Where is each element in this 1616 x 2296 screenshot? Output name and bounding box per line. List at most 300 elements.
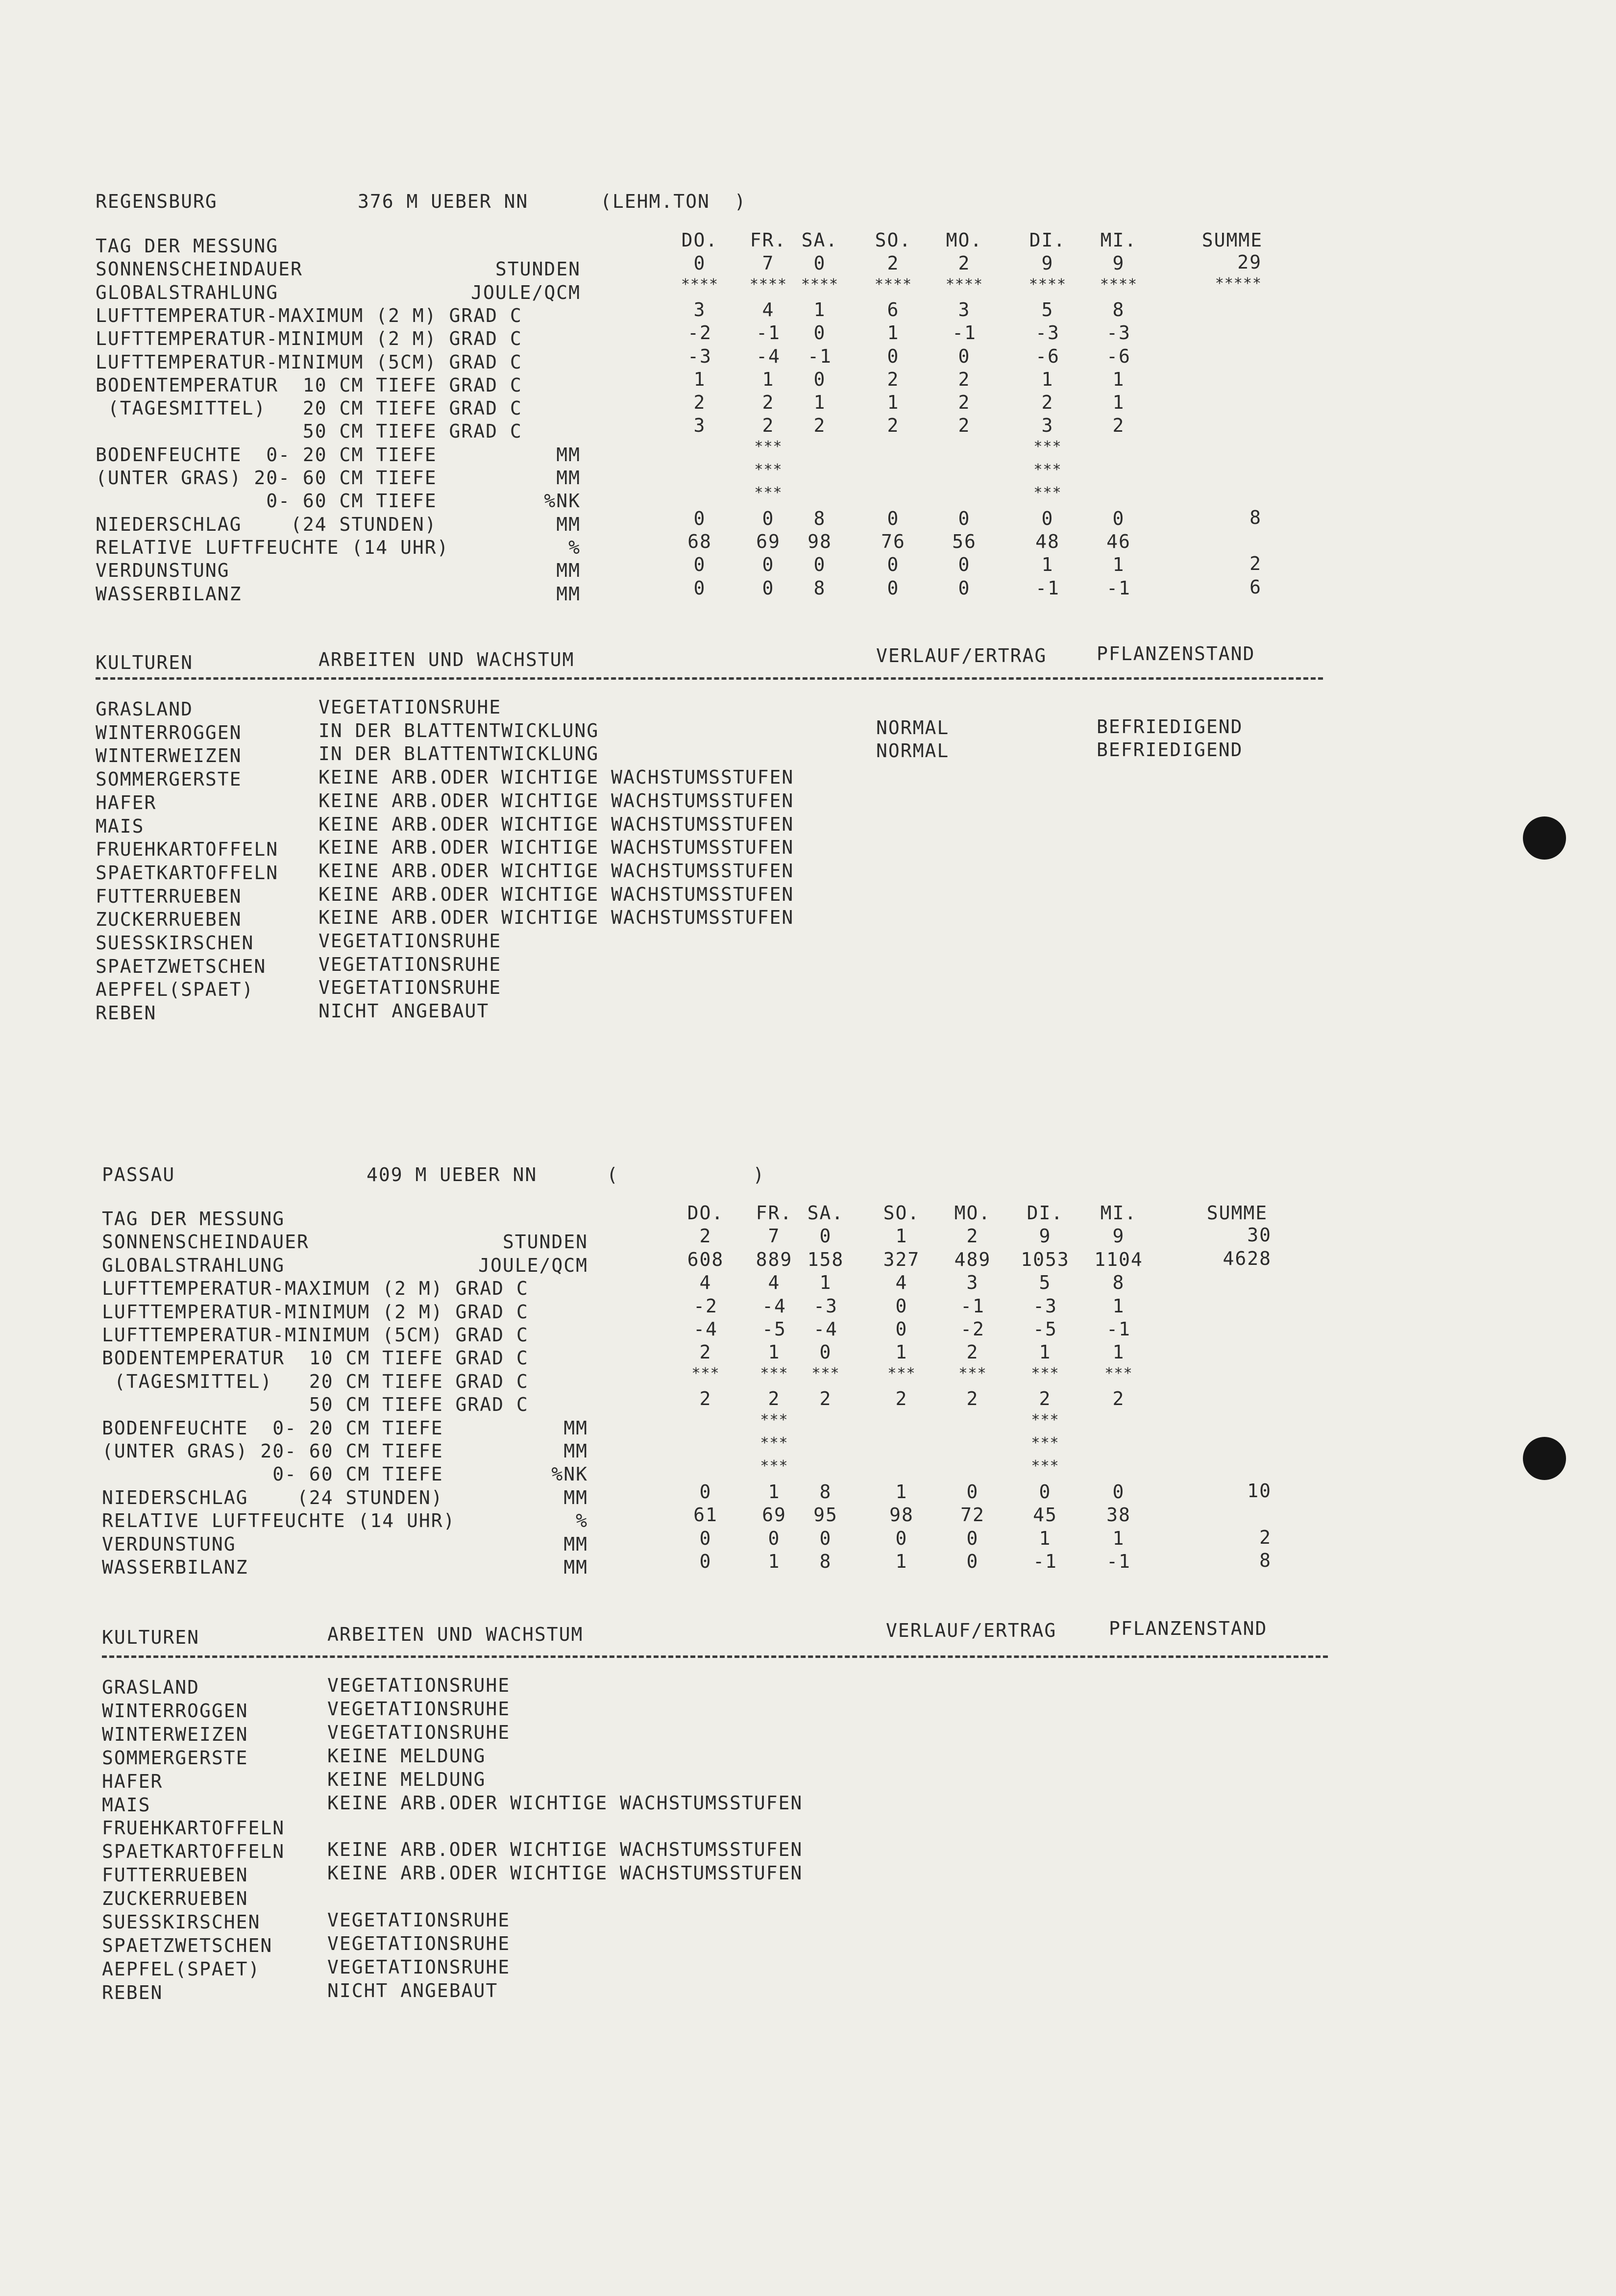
- crop-name: REBEN: [102, 1982, 163, 2003]
- cell-rel: 76: [881, 531, 906, 552]
- cell-verd: 0: [693, 554, 706, 575]
- cell-boden20: 2: [693, 392, 706, 413]
- crop-work: KEINE ARB.ODER WICHTIGE WACHSTUMSSTUFEN: [327, 1839, 803, 1860]
- cell-global: ****: [1028, 276, 1067, 293]
- cell-luft_max: 3: [958, 299, 971, 321]
- cell-boden20: ***: [691, 1365, 720, 1382]
- cell-nieder: 0: [887, 508, 900, 529]
- row-unit-global: JOULE/QCM: [478, 1255, 588, 1276]
- row-unit-verd: MM: [556, 560, 581, 581]
- cell-global: 608: [687, 1249, 724, 1270]
- cell-luft_max: 4: [762, 299, 775, 321]
- row-unit-feuchte20: MM: [556, 444, 581, 466]
- cell-boden50: 2: [966, 1388, 979, 1409]
- crop-verlauf: NORMAL: [876, 717, 950, 739]
- cell-nieder: 8: [813, 508, 826, 529]
- cell-luft_min2: 0: [895, 1295, 908, 1317]
- cell-boden20: 1: [813, 392, 826, 413]
- cell-nieder: 0: [693, 508, 706, 529]
- cell-sonnenschein: 0: [819, 1225, 832, 1247]
- row-label-sonnenschein: SONNENSCHEINDAUER: [96, 258, 303, 280]
- station-soil: (LEHM.TON ): [600, 191, 747, 212]
- cell-wasser: 8: [819, 1551, 832, 1572]
- cell-verd: 1: [1112, 1528, 1125, 1549]
- cell-boden50: 2: [1039, 1388, 1052, 1409]
- cell-wasser: 8: [813, 577, 826, 599]
- cell-boden50: 2: [1112, 415, 1125, 436]
- crop-work: KEINE ARB.ODER WICHTIGE WACHSTUMSSTUFEN: [318, 814, 794, 835]
- cell-wasser: 0: [887, 577, 900, 599]
- crop-work: VEGETATIONSRUHE: [318, 696, 502, 718]
- cell-luft_min5: -4: [813, 1318, 838, 1340]
- cell-feuchte60: ***: [754, 461, 783, 478]
- cell-nieder: 8: [819, 1481, 832, 1503]
- cell-luft_max: 3: [693, 299, 706, 321]
- cell-boden50: 2: [958, 415, 971, 436]
- cell-boden20: ***: [760, 1365, 788, 1382]
- sum-nieder: 10: [1247, 1480, 1272, 1502]
- day-header: SO.: [883, 1202, 920, 1224]
- crop-name: GRASLAND: [96, 698, 194, 720]
- row-label-nieder: NIEDERSCHLAG (24 STUNDEN): [102, 1487, 443, 1508]
- sum-wasser: 8: [1259, 1550, 1272, 1571]
- cell-luft_min2: -1: [952, 322, 977, 344]
- day-header: SA.: [801, 229, 838, 251]
- day-header: DO.: [681, 229, 718, 251]
- day-header: DI.: [1029, 229, 1066, 251]
- cell-wasser: 1: [895, 1551, 908, 1572]
- cell-nieder: 1: [768, 1481, 781, 1503]
- crop-name: ZUCKERRUEBEN: [102, 1888, 248, 1909]
- row-label-luft_max: LUFTTEMPERATUR-MAXIMUM (2 M) GRAD C: [96, 305, 522, 326]
- cell-rel: 72: [960, 1504, 985, 1526]
- cell-global: ****: [945, 276, 983, 293]
- crop-name: SPAETKARTOFFELN: [96, 862, 279, 884]
- cell-global: ****: [801, 276, 839, 293]
- crop-header-stand: PFLANZENSTAND: [1109, 1618, 1268, 1639]
- sum-verd: 2: [1249, 553, 1262, 574]
- crop-name: FRUEHKARTOFFELN: [102, 1817, 285, 1839]
- cell-luft_max: 1: [819, 1272, 832, 1293]
- crop-work: NICHT ANGEBAUT: [318, 1000, 490, 1022]
- row-label-boden50: 50 CM TIEFE GRAD C: [96, 420, 522, 442]
- cell-rel: 98: [889, 1504, 914, 1526]
- cell-feuchte60: ***: [1031, 1434, 1059, 1452]
- row-unit-sonnenschein: STUNDEN: [495, 258, 581, 280]
- cell-global: ****: [749, 276, 787, 293]
- row-label-luft_min2: LUFTTEMPERATUR-MINIMUM (2 M) GRAD C: [102, 1301, 529, 1323]
- cell-global: 889: [756, 1249, 793, 1270]
- cell-luft_min5: -5: [762, 1318, 786, 1340]
- cell-rel: 46: [1106, 531, 1131, 552]
- cell-luft_min2: 1: [887, 322, 900, 344]
- crop-work: VEGETATIONSRUHE: [327, 1956, 511, 1978]
- cell-boden20: ***: [1031, 1365, 1059, 1382]
- row-label-verd: VERDUNSTUNG: [96, 560, 230, 581]
- sum-verd: 2: [1259, 1527, 1272, 1548]
- punch-hole-top: [1523, 816, 1566, 860]
- cell-luft_max: 6: [887, 299, 900, 321]
- crop-verlauf: NORMAL: [876, 740, 950, 762]
- sum-global: *****: [1215, 275, 1262, 292]
- crop-work: VEGETATIONSRUHE: [327, 1933, 511, 1954]
- cell-nieder: 0: [1039, 1481, 1052, 1503]
- station-soil: ( ): [607, 1164, 765, 1185]
- cell-global: ****: [874, 276, 912, 293]
- crop-name: SPAETZWETSCHEN: [96, 956, 267, 977]
- cell-rel: 95: [813, 1504, 838, 1526]
- crop-work: KEINE ARB.ODER WICHTIGE WACHSTUMSSTUFEN: [318, 884, 794, 905]
- crop-name: WINTERWEIZEN: [102, 1724, 248, 1745]
- cell-boden10: 1: [693, 369, 706, 390]
- punch-hole-bottom: [1523, 1437, 1566, 1480]
- cell-sonnenschein: 2: [887, 252, 900, 274]
- crop-work: KEINE MELDUNG: [327, 1745, 486, 1767]
- cell-luft_min5: -1: [808, 346, 832, 367]
- crop-name: FRUEHKARTOFFELN: [96, 839, 279, 860]
- cell-verd: 0: [895, 1528, 908, 1549]
- cell-luft_max: 4: [768, 1272, 781, 1293]
- cell-boden50: 2: [699, 1388, 712, 1409]
- crop-name: SPAETZWETSCHEN: [102, 1935, 273, 1956]
- crop-header-verlauf: VERLAUF/ERTRAG: [886, 1620, 1057, 1641]
- cell-verd: 0: [966, 1528, 979, 1549]
- cell-luft_max: 4: [895, 1272, 908, 1293]
- crop-work: VEGETATIONSRUHE: [327, 1909, 511, 1931]
- day-header: DO.: [687, 1202, 724, 1224]
- cell-luft_min5: -2: [960, 1318, 985, 1340]
- cell-luft_max: 8: [1112, 1272, 1125, 1293]
- crop-name: FUTTERRUEBEN: [96, 886, 242, 907]
- cell-rel: 38: [1106, 1504, 1131, 1526]
- crop-name: WINTERROGGEN: [102, 1700, 248, 1722]
- crop-name: AEPFEL(SPAET): [102, 1958, 261, 1980]
- cell-boden20: 2: [762, 392, 775, 413]
- crop-work: KEINE ARB.ODER WICHTIGE WACHSTUMSSTUFEN: [318, 907, 794, 928]
- cell-nieder: 0: [699, 1481, 712, 1503]
- sum-header: SUMME: [1206, 1202, 1268, 1224]
- cell-rel: 68: [687, 531, 712, 552]
- cell-boden20: ***: [1104, 1365, 1133, 1382]
- row-unit-rel: %: [576, 1510, 588, 1531]
- cell-nieder: 0: [1112, 1481, 1125, 1503]
- row-unit-nieder: MM: [556, 514, 581, 535]
- cell-boden50: 2: [895, 1388, 908, 1409]
- crop-work: NICHT ANGEBAUT: [327, 1980, 498, 2001]
- cell-boden50: 2: [768, 1388, 781, 1409]
- crop-header-kulturen: KULTUREN: [102, 1627, 200, 1648]
- sum-header: SUMME: [1201, 229, 1263, 251]
- row-label-verd: VERDUNSTUNG: [102, 1533, 236, 1555]
- cell-boden50: 3: [1041, 415, 1054, 436]
- crop-work: KEINE ARB.ODER WICHTIGE WACHSTUMSSTUFEN: [318, 766, 794, 788]
- cell-luft_max: 5: [1041, 299, 1054, 321]
- cell-boden10: 0: [813, 369, 826, 390]
- row-unit-feuchte20: MM: [563, 1417, 588, 1439]
- row-label-global: GLOBALSTRAHLUNG: [102, 1255, 285, 1276]
- row-unit-global: JOULE/QCM: [471, 282, 581, 303]
- row-label-luft_min5: LUFTTEMPERATUR-MINIMUM (5CM) GRAD C: [102, 1324, 529, 1346]
- cell-sonnenschein: 7: [762, 252, 775, 274]
- day-header: FR.: [756, 1202, 793, 1224]
- cell-nieder: 0: [762, 508, 775, 529]
- cell-nieder: 0: [1041, 508, 1054, 529]
- row-unit-wasser: MM: [563, 1556, 588, 1578]
- crop-work: KEINE ARB.ODER WICHTIGE WACHSTUMSSTUFEN: [318, 837, 794, 858]
- crop-header-kulturen: KULTUREN: [96, 652, 194, 673]
- day-header: DI.: [1027, 1202, 1064, 1224]
- crop-name: GRASLAND: [102, 1677, 200, 1698]
- cell-luft_min2: -2: [687, 322, 712, 344]
- dashed-divider: [96, 677, 1323, 680]
- cell-sonnenschein: 0: [813, 252, 826, 274]
- cell-rel: 45: [1033, 1504, 1057, 1526]
- crop-name: ZUCKERRUEBEN: [96, 909, 242, 930]
- crop-stand: BEFRIEDIGEND: [1097, 716, 1243, 738]
- cell-boden50: 2: [1112, 1388, 1125, 1409]
- crop-name: SPAETKARTOFFELN: [102, 1841, 285, 1862]
- cell-sonnenschein: 9: [1039, 1225, 1052, 1247]
- row-label-sonnenschein: SONNENSCHEINDAUER: [102, 1231, 309, 1253]
- crop-header-arbeiten: ARBEITEN UND WACHSTUM: [327, 1624, 584, 1645]
- cell-verd: 1: [1039, 1528, 1052, 1549]
- cell-boden10: 0: [819, 1341, 832, 1363]
- row-label-feuchte20: BODENFEUCHTE 0- 20 CM TIEFE: [96, 444, 437, 466]
- sum-sonnenschein: 29: [1237, 251, 1262, 273]
- cell-verd: 1: [1041, 554, 1054, 575]
- crop-name: WINTERROGGEN: [96, 722, 242, 743]
- row-label-feuchte60: (UNTER GRAS) 20- 60 CM TIEFE: [102, 1440, 443, 1462]
- station-name: REGENSBURG: [96, 191, 218, 212]
- cell-luft_min5: -1: [1106, 1318, 1131, 1340]
- cell-boden20: ***: [811, 1365, 840, 1382]
- day-header: SO.: [875, 229, 912, 251]
- cell-boden20: 2: [1041, 392, 1054, 413]
- cell-luft_min2: -1: [960, 1295, 985, 1317]
- crop-name: HAFER: [96, 792, 157, 814]
- crop-work: VEGETATIONSRUHE: [318, 954, 502, 975]
- row-label-wasser: WASSERBILANZ: [96, 583, 242, 605]
- cell-boden10: 2: [958, 369, 971, 390]
- cell-rel: 69: [756, 531, 781, 552]
- crop-work: VEGETATIONSRUHE: [327, 1698, 511, 1720]
- cell-boden20: 2: [958, 392, 971, 413]
- cell-feuchte060: ***: [754, 484, 783, 501]
- cell-feuchte20: ***: [754, 438, 783, 455]
- cell-wasser: -1: [1106, 577, 1131, 599]
- cell-sonnenschein: 1: [895, 1225, 908, 1247]
- cell-boden20: 1: [1112, 392, 1125, 413]
- cell-verd: 0: [699, 1528, 712, 1549]
- crop-name: MAIS: [102, 1794, 151, 1816]
- day-header: MO.: [954, 1202, 991, 1224]
- row-label-boden50: 50 CM TIEFE GRAD C: [102, 1394, 529, 1415]
- crop-work: KEINE ARB.ODER WICHTIGE WACHSTUMSSTUFEN: [318, 860, 794, 882]
- crop-name: SUESSKIRSCHEN: [96, 932, 254, 954]
- cell-boden10: 1: [1112, 1341, 1125, 1363]
- station-name: PASSAU: [102, 1164, 175, 1185]
- cell-boden10: 2: [887, 369, 900, 390]
- crop-name: HAFER: [102, 1771, 163, 1792]
- day-header: MO.: [946, 229, 983, 251]
- cell-luft_min5: -6: [1035, 346, 1060, 367]
- cell-luft_max: 3: [966, 1272, 979, 1293]
- cell-wasser: 0: [762, 577, 775, 599]
- cell-sonnenschein: 9: [1112, 252, 1125, 274]
- cell-rel: 56: [952, 531, 977, 552]
- day-header: MI.: [1100, 229, 1137, 251]
- sum-wasser: 6: [1249, 576, 1262, 598]
- cell-verd: 0: [762, 554, 775, 575]
- sum-nieder: 8: [1249, 507, 1262, 528]
- cell-boden10: 1: [895, 1341, 908, 1363]
- cell-luft_min2: -4: [762, 1295, 786, 1317]
- cell-nieder: 0: [966, 1481, 979, 1503]
- row-label-luft_min5: LUFTTEMPERATUR-MINIMUM (5CM) GRAD C: [96, 351, 522, 373]
- crop-name: SOMMERGERSTE: [96, 768, 242, 790]
- cell-boden20: ***: [887, 1365, 916, 1382]
- row-label-boden10: BODENTEMPERATUR 10 CM TIEFE GRAD C: [102, 1347, 529, 1369]
- row-label-feuchte060: 0- 60 CM TIEFE: [96, 490, 437, 512]
- cell-wasser: 1: [768, 1551, 781, 1572]
- cell-global: 489: [954, 1249, 991, 1270]
- cell-verd: 0: [813, 554, 826, 575]
- row-label-global: GLOBALSTRAHLUNG: [96, 282, 279, 303]
- row-label-wasser: WASSERBILANZ: [102, 1556, 248, 1578]
- cell-luft_min5: 0: [958, 346, 971, 367]
- cell-luft_min2: -3: [1106, 322, 1131, 344]
- cell-luft_max: 4: [699, 1272, 712, 1293]
- cell-feuchte20: ***: [1033, 438, 1062, 455]
- cell-sonnenschein: 7: [768, 1225, 781, 1247]
- cell-boden10: 1: [1112, 369, 1125, 390]
- sum-sonnenschein: 30: [1247, 1224, 1272, 1246]
- crop-work: KEINE ARB.ODER WICHTIGE WACHSTUMSSTUFEN: [318, 790, 794, 812]
- cell-luft_min5: 0: [887, 346, 900, 367]
- cell-luft_min5: -4: [693, 1318, 718, 1340]
- cell-nieder: 0: [958, 508, 971, 529]
- cell-sonnenschein: 9: [1041, 252, 1054, 274]
- cell-luft_min2: -3: [813, 1295, 838, 1317]
- cell-boden50: 2: [813, 415, 826, 436]
- crop-work: IN DER BLATTENTWICKLUNG: [318, 720, 599, 741]
- cell-luft_max: 5: [1039, 1272, 1052, 1293]
- cell-boden10: 1: [1039, 1341, 1052, 1363]
- cell-rel: 48: [1035, 531, 1060, 552]
- row-label-feuchte60: (UNTER GRAS) 20- 60 CM TIEFE: [96, 467, 437, 489]
- sum-global: 4628: [1223, 1248, 1272, 1269]
- cell-boden50: 3: [693, 415, 706, 436]
- row-unit-feuchte60: MM: [556, 467, 581, 489]
- cell-verd: 0: [819, 1528, 832, 1549]
- cell-wasser: 0: [958, 577, 971, 599]
- crop-name: SOMMERGERSTE: [102, 1747, 248, 1769]
- cell-sonnenschein: 2: [699, 1225, 712, 1247]
- crop-name: WINTERWEIZEN: [96, 745, 242, 766]
- crop-name: FUTTERRUEBEN: [102, 1864, 248, 1886]
- cell-luft_min5: -5: [1033, 1318, 1057, 1340]
- cell-rel: 69: [762, 1504, 786, 1526]
- day-header: MI.: [1100, 1202, 1137, 1224]
- cell-sonnenschein: 2: [958, 252, 971, 274]
- row-label-rel: RELATIVE LUFTFEUCHTE (14 UHR): [102, 1510, 456, 1531]
- cell-luft_min2: -3: [1033, 1295, 1057, 1317]
- row-unit-rel: %: [568, 537, 581, 558]
- cell-boden10: 1: [762, 369, 775, 390]
- day-header: SA.: [807, 1202, 844, 1224]
- cell-global: 158: [807, 1249, 844, 1270]
- cell-luft_min2: -1: [756, 322, 781, 344]
- cell-global: 1104: [1094, 1249, 1143, 1270]
- row-label-tag: TAG DER MESSUNG: [96, 235, 279, 257]
- cell-boden10: 2: [699, 1341, 712, 1363]
- cell-wasser: 0: [966, 1551, 979, 1572]
- cell-luft_min5: -6: [1106, 346, 1131, 367]
- cell-global: ****: [681, 276, 719, 293]
- crop-work: KEINE ARB.ODER WICHTIGE WACHSTUMSSTUFEN: [327, 1792, 803, 1814]
- cell-nieder: 1: [895, 1481, 908, 1503]
- cell-global: 327: [883, 1249, 920, 1270]
- cell-feuchte060: ***: [1031, 1457, 1059, 1475]
- crop-work: VEGETATIONSRUHE: [318, 930, 502, 952]
- cell-luft_max: 8: [1112, 299, 1125, 321]
- row-unit-nieder: MM: [563, 1487, 588, 1508]
- cell-wasser: 0: [693, 577, 706, 599]
- row-label-boden20: (TAGESMITTEL) 20 CM TIEFE GRAD C: [102, 1371, 529, 1392]
- row-unit-sonnenschein: STUNDEN: [502, 1231, 588, 1253]
- cell-wasser: -1: [1035, 577, 1060, 599]
- row-label-feuchte060: 0- 60 CM TIEFE: [102, 1463, 443, 1485]
- cell-verd: 1: [1112, 554, 1125, 575]
- row-label-boden20: (TAGESMITTEL) 20 CM TIEFE GRAD C: [96, 397, 522, 419]
- cell-sonnenschein: 0: [693, 252, 706, 274]
- cell-wasser: 0: [699, 1551, 712, 1572]
- crop-header-arbeiten: ARBEITEN UND WACHSTUM: [318, 649, 575, 670]
- cell-wasser: -1: [1106, 1551, 1131, 1572]
- row-unit-verd: MM: [563, 1533, 588, 1555]
- cell-wasser: -1: [1033, 1551, 1057, 1572]
- row-label-feuchte20: BODENFEUCHTE 0- 20 CM TIEFE: [102, 1417, 443, 1439]
- cell-boden20: ***: [958, 1365, 987, 1382]
- cell-luft_min2: 0: [813, 322, 826, 344]
- cell-feuchte20: ***: [1031, 1411, 1059, 1429]
- cell-global: 1053: [1021, 1249, 1070, 1270]
- cell-luft_min2: -3: [1035, 322, 1060, 344]
- cell-luft_min2: -2: [693, 1295, 718, 1317]
- crop-work: IN DER BLATTENTWICKLUNG: [318, 743, 599, 765]
- cell-boden10: 2: [966, 1341, 979, 1363]
- cell-feuchte60: ***: [1033, 461, 1062, 478]
- cell-rel: 61: [693, 1504, 718, 1526]
- row-label-tag: TAG DER MESSUNG: [102, 1208, 285, 1230]
- cell-luft_min5: -4: [756, 346, 781, 367]
- cell-nieder: 0: [1112, 508, 1125, 529]
- cell-luft_min5: 0: [895, 1318, 908, 1340]
- crop-work: KEINE ARB.ODER WICHTIGE WACHSTUMSSTUFEN: [327, 1862, 803, 1884]
- station-elevation: 409 M UEBER NN: [367, 1164, 538, 1185]
- cell-boden10: 1: [768, 1341, 781, 1363]
- row-label-boden10: BODENTEMPERATUR 10 CM TIEFE GRAD C: [96, 374, 522, 396]
- cell-luft_min5: -3: [687, 346, 712, 367]
- crop-work: VEGETATIONSRUHE: [327, 1675, 511, 1696]
- cell-feuchte060: ***: [1033, 484, 1062, 501]
- row-unit-wasser: MM: [556, 583, 581, 605]
- row-unit-feuchte060: %NK: [544, 490, 581, 512]
- crop-stand: BEFRIEDIGEND: [1097, 739, 1243, 761]
- crop-header-verlauf: VERLAUF/ERTRAG: [876, 645, 1047, 667]
- cell-boden50: 2: [887, 415, 900, 436]
- cell-boden50: 2: [762, 415, 775, 436]
